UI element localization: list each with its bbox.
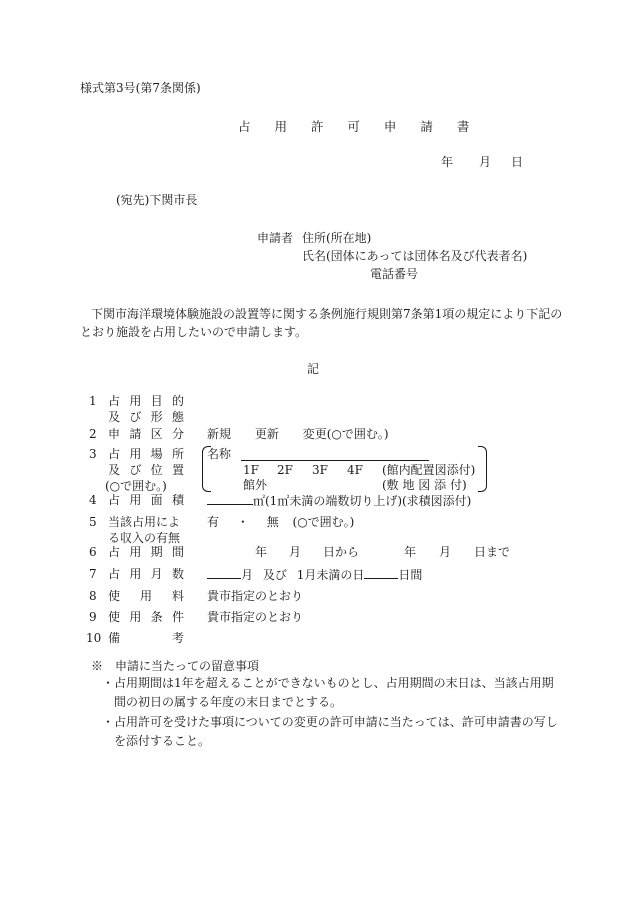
floor-2f[interactable]: 2F — [277, 463, 293, 477]
floor-3f[interactable]: 3F — [312, 463, 328, 477]
item-number: 6 — [89, 545, 97, 559]
form-number: 様式第3号(第7条関係) — [80, 81, 201, 95]
item-number: 8 — [89, 589, 97, 603]
item-label: 占用面積 — [108, 493, 184, 507]
item-number: 3 — [89, 447, 97, 461]
item-label: 申請区分 — [108, 427, 184, 441]
document-title: 占 用 許 可 申 請 書 — [238, 119, 480, 134]
period-end-year: 年 — [404, 545, 417, 559]
item-label: 使用料 — [108, 589, 184, 603]
date-year: 年 — [441, 155, 454, 169]
option-change[interactable]: 変更(○で囲む。) — [302, 427, 389, 441]
area-input-line[interactable] — [207, 492, 253, 505]
period-end-day: 日まで — [474, 545, 511, 559]
period-start-day: 日から — [323, 545, 360, 559]
floor-4f[interactable]: 4F — [347, 463, 363, 477]
option-no[interactable]: 無 — [266, 515, 279, 529]
item-label: 備考 — [108, 631, 184, 645]
period-start-year: 年 — [255, 545, 268, 559]
date-day: 日 — [511, 155, 524, 169]
location-name-line[interactable] — [241, 460, 429, 461]
item-label: 占用目的 及び形態 — [108, 394, 184, 424]
outside-option[interactable]: 館外 — [243, 478, 268, 492]
item-label: 当該占用によ る収入の有無 — [108, 515, 181, 545]
applicant-label: 申請者 — [257, 231, 294, 245]
months-input-line[interactable] — [207, 566, 241, 579]
applicant-name: 氏名(団体にあっては団体名及び代表者名) — [302, 249, 528, 263]
item-number: 1 — [89, 394, 97, 408]
item-number: 2 — [89, 427, 97, 441]
conditions-text: 貴市指定のとおり — [207, 610, 304, 624]
item-number: 10 — [86, 631, 102, 645]
note-item-1: ・占用期間は1年を超えることができないものとし、占用期間の末日は、当該占用期間の初日の属する年度の末日までとする。 — [102, 676, 554, 709]
body-text-line-1: 下関市海洋環境体験施設の設置等に関する条例施行規則第7条第1項の規定により下記の — [91, 307, 563, 321]
outside-note: (敷 地 図 添 付) — [382, 478, 467, 492]
item-number: 4 — [89, 493, 97, 507]
ki-heading: 記 — [307, 362, 320, 376]
item-number: 7 — [89, 567, 97, 581]
item-label: 使用条件 — [108, 610, 184, 624]
period-start-month: 月 — [289, 545, 302, 559]
item-number: 9 — [89, 610, 97, 624]
applicant-phone: 電話番号 — [370, 267, 419, 281]
addressee: (宛先)下関市長 — [116, 193, 198, 207]
fee-text: 貴市指定のとおり — [207, 589, 304, 603]
option-yes[interactable]: 有 — [207, 515, 220, 529]
location-bracket-right — [478, 446, 487, 492]
floor-note: (館内配置図添付) — [382, 463, 476, 477]
option-renew[interactable]: 更新 — [254, 427, 279, 441]
applicant-address: 住所(所在地) — [302, 231, 372, 245]
floor-1f[interactable]: 1F — [243, 463, 259, 477]
body-text-line-2: とおり施設を占用したいので申請します。 — [80, 325, 308, 339]
income-note: (○で囲む。) — [292, 515, 355, 529]
note-item-2: ・占用許可を受けた事項についての変更の許可申請に当たっては、許可申請書の写しを添付すること。 — [102, 715, 558, 748]
period-end-month: 月 — [439, 545, 452, 559]
days-input-line[interactable] — [364, 566, 398, 579]
notes-heading: ※ 申請に当たっての留意事項 — [91, 659, 260, 673]
item-label: 占用期間 — [108, 545, 184, 559]
location-name-label: 名称 — [207, 447, 232, 461]
item-number: 5 — [89, 515, 97, 529]
option-new[interactable]: 新規 — [207, 427, 232, 441]
date-month: 月 — [479, 155, 492, 169]
item-label: 占用月数 — [108, 567, 184, 581]
item-label: 占用場所 及び位置 (○で囲む。) — [105, 447, 184, 493]
separator-dot: ・ — [236, 515, 249, 529]
area-unit-text: ㎡(1㎡未満の端数切り上げ)(求積図添付) — [253, 494, 472, 508]
